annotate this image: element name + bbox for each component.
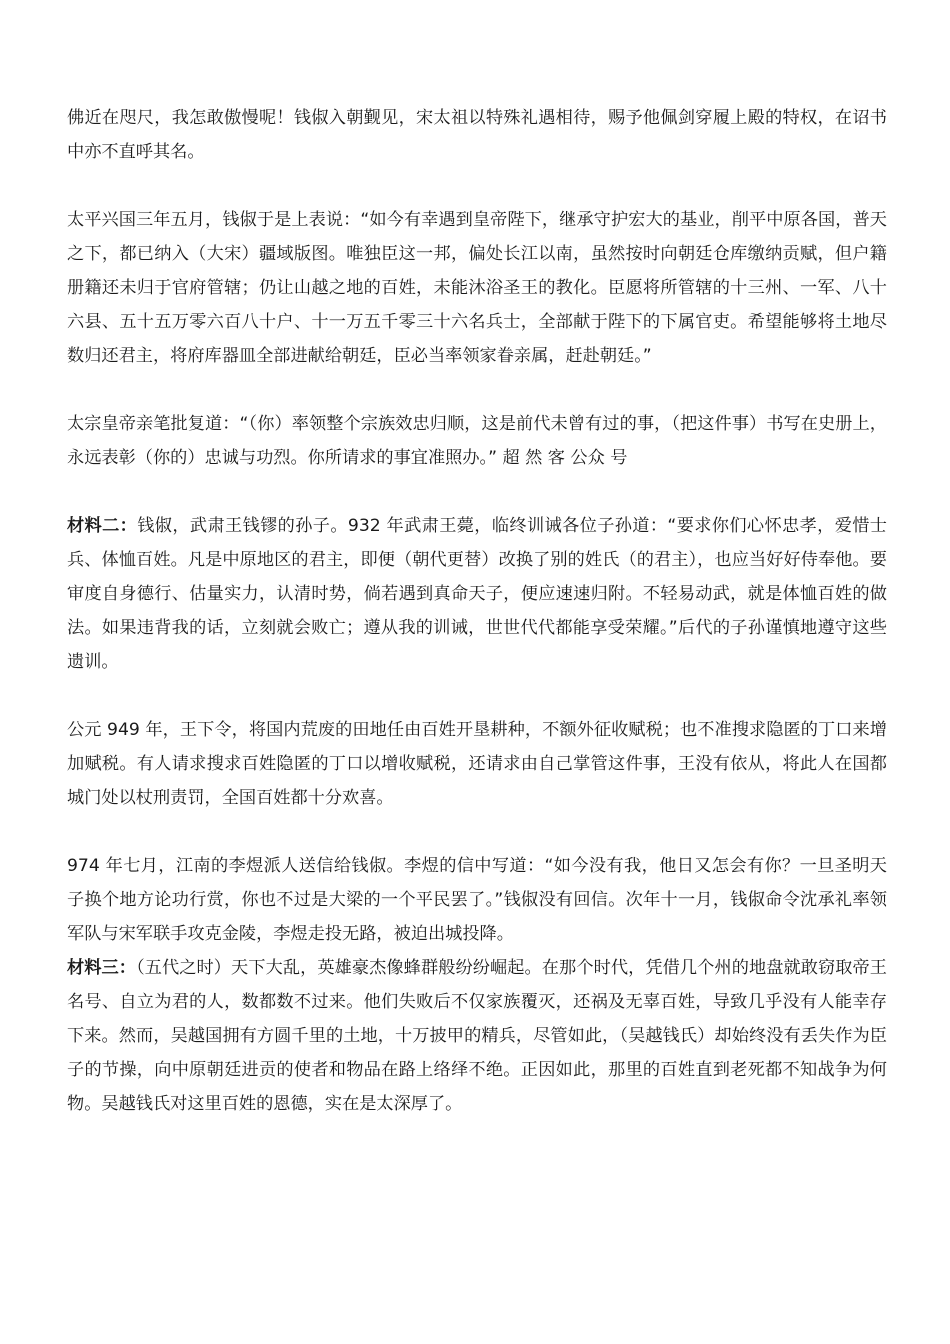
paragraph-material-2 [67,509,887,679]
paragraph-6 [67,849,887,951]
paragraph-2-text: 太平兴国三年五月，钱俶于是上表说：“如今有幸遇到皇帝陛下，继承守护宏大的基业，削平中原各国，普天之下，都已纳入（大宋）疆域版图。唯独臣这一邦，偏处长江以南，虽然按时向朝廷仓库缴纳贡赋，但户籍册籍还未归于官府管辖；仍让山越之地的百姓，未能沐浴圣王的教化。臣愿将所管辖的十三州、一军、八十六县、五十五万零六百八十户、十一万五千零三十六名兵士，全部献于陛下的下属官吏。希望能够将土地尽数归还君主，将府库器皿全部进献给朝廷，臣必当率领家眷亲属，赶赴朝廷。” [67,210,887,366]
paragraph-material-3 [67,951,887,1121]
paragraph-5-text: 公元 949 年，王下令，将国内荒废的田地任由百姓开垦耕种，不额外征收赋税；也不准搜求隐匿的丁口来增加赋税。有人请求搜求百姓隐匿的丁口以增收赋税，还请求由自己掌管这件事，王没有依从，将此人在国都城门处以杖刑责罚，全国百姓都十分欢喜。 [67,720,887,808]
material-2-label: 材料二： [67,516,138,536]
document-body [67,101,887,1121]
paragraph-1-text: 佛近在咫尺，我怎敢傲慢呢！钱俶入朝觐见，宋太祖以特殊礼遇相待，赐予他佩剑穿履上殿的特权，在诏书中亦不直呼其名。 [67,108,887,162]
paragraph-3 [67,407,887,475]
paragraph-3-text: 太宗皇帝亲笔批复道：“（你）率领整个宗族效忠归顺，这是前代未曾有过的事，（把这件事）书写在史册上，永远表彰（你的）忠诚与功烈。你所请求的事宜准照办。” 超 然 客 公众 号 [67,414,887,468]
material-3-label: 材料三： [67,958,137,978]
paragraph-material-2-text: 钱俶，武肃王钱镠的孙子。932 年武肃王薨，临终训诫各位子孙道：“要求你们心怀忠孝，爱惜士兵、体恤百姓。凡是中原地区的君主，即便（朝代更替）改换了别的姓氏（的君主），也应当好好侍奉他。要审度自身德行、估量实力，认清时势，倘若遇到真命天子，便应速速归附。不轻易动武，就是体恤百姓的做法。如果违背我的话，立刻就会败亡；遵从我的训诫，世世代代都能享受荣耀。”后代的子孙谨慎地遵守这些遗训。 [67,516,887,672]
paragraph-6-text: 974 年七月，江南的李煜派人送信给钱俶。李煜的信中写道：“如今没有我，他日又怎会有你？一旦圣明天子换个地方论功行赏，你也不过是大梁的一个平民罢了。”钱俶没有回信。次年十一月，钱俶命令沈承礼率领军队与宋军联手攻克金陵，李煜走投无路，被迫出城投降。 [67,856,887,944]
paragraph-2 [67,203,887,373]
paragraph-5 [67,713,887,815]
paragraph-1 [67,101,887,169]
paragraph-material-3-text: （五代之时）天下大乱，英雄豪杰像蜂群般纷纷崛起。在那个时代，凭借几个州的地盘就敢窃取帝王名号、自立为君的人，数都数不过来。他们失败后不仅家族覆灭，还祸及无辜百姓，导致几乎没有人能幸存下来。然而，吴越国拥有方圆千里的土地，十万披甲的精兵，尽管如此，（吴越钱氏）却始终没有丢失作为臣子的节操，向中原朝廷进贡的使者和物品在路上络绎不绝。正因如此，那里的百姓直到老死都不知战争为何物。吴越钱氏对这里百姓的恩德，实在是太深厚了。 [67,958,887,1114]
